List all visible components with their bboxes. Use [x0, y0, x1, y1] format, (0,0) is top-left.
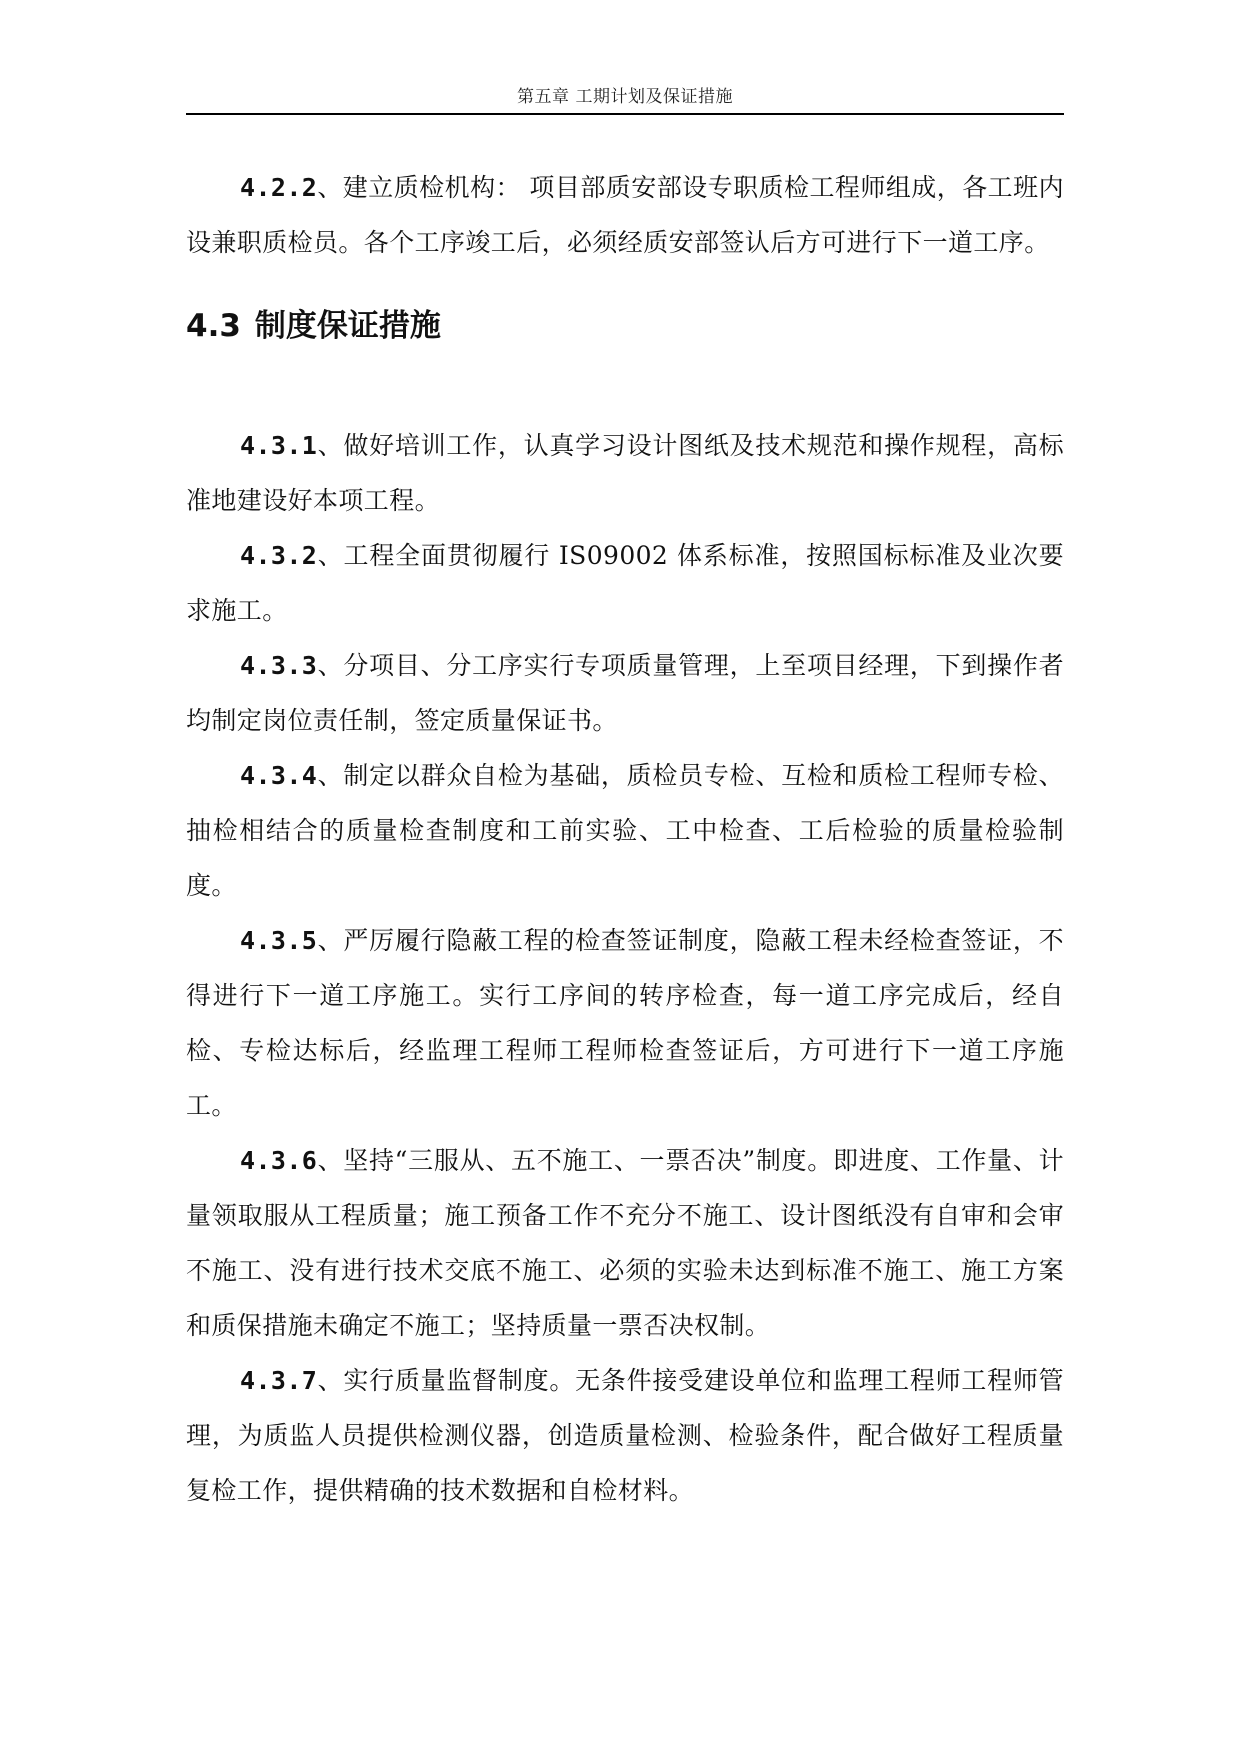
- paragraph-4-3-4: [186, 748, 1064, 913]
- paragraph-4-3-3: [186, 638, 1064, 748]
- document-body: [186, 160, 1064, 1518]
- clause-number: 4.3.6: [240, 1146, 318, 1175]
- paragraph-4-3-1: [186, 418, 1064, 528]
- section-title: 制度保证措施: [254, 308, 441, 344]
- section-number: 4.3: [186, 308, 241, 344]
- clause-text: 、严厉履行隐蔽工程的检查签证制度，隐蔽工程未经检查签证，不得进行下一道工序施工。实行工序间的转序检查，每一道工序完成后，经自检、专检达标后，经监理工程师工程师检查签证后，方可进行下一道工序施工。: [186, 926, 1064, 1120]
- clause-text: 、实行质量监督制度。无条件接受建设单位和监理工程师工程师管理，为质监人员提供检测仪器，创造质量检测、检验条件，配合做好工程质量复检工作，提供精确的技术数据和自检材料。: [186, 1366, 1064, 1505]
- clause-number: 4.3.4: [240, 761, 318, 790]
- clause-number: 4.3.5: [240, 926, 318, 955]
- clause-number: 4.3.2: [240, 541, 318, 570]
- page-header: [186, 86, 1064, 116]
- clause-text: 、工程全面贯彻履行 IS09002 体系标准，按照国标标准及业次要求施工。: [186, 541, 1064, 625]
- chapter-title: 第五章 工期计划及保证措施: [517, 87, 733, 107]
- clause-number: 4.3.7: [240, 1366, 318, 1395]
- paragraph-4-3-7: [186, 1353, 1064, 1518]
- paragraph-4-3-5: [186, 913, 1064, 1133]
- clause-text: 、做好培训工作，认真学习设计图纸及技术规范和操作规程，高标准地建设好本项工程。: [186, 431, 1064, 515]
- clause-text: 、分项目、分工序实行专项质量管理，上至项目经理，下到操作者均制定岗位责任制，签定质量保证书。: [186, 651, 1064, 735]
- header-rule: [186, 113, 1064, 115]
- paragraph-4-2-2: [186, 160, 1064, 270]
- clause-text: 、制定以群众自检为基础，质检员专检、互检和质检工程师专检、抽检相结合的质量检查制度和工前实验、工中检查、工后检验的质量检验制度。: [186, 761, 1064, 900]
- clause-number: 4.2.2: [240, 173, 318, 202]
- clause-number: 4.3.3: [240, 651, 318, 680]
- clause-text: 、建立质检机构： 项目部质安部设专职质检工程师组成，各工班内设兼职质检员。各个工序竣工后，必须经质安部签认后方可进行下一道工序。: [186, 173, 1064, 257]
- clause-number: 4.3.1: [240, 431, 318, 460]
- paragraph-4-3-6: [186, 1133, 1064, 1353]
- clause-text: 、坚持“三服从、五不施工、一票否决”制度。即进度、工作量、计量领取服从工程质量；施工预备工作不充分不施工、设计图纸没有自审和会审不施工、没有进行技术交底不施工、必须的实验未达到标准不施工、施工方案和质保措施未确定不施工；坚持质量一票否决权制。: [186, 1146, 1064, 1340]
- section-heading: [186, 296, 1064, 356]
- paragraph-4-3-2: [186, 528, 1064, 638]
